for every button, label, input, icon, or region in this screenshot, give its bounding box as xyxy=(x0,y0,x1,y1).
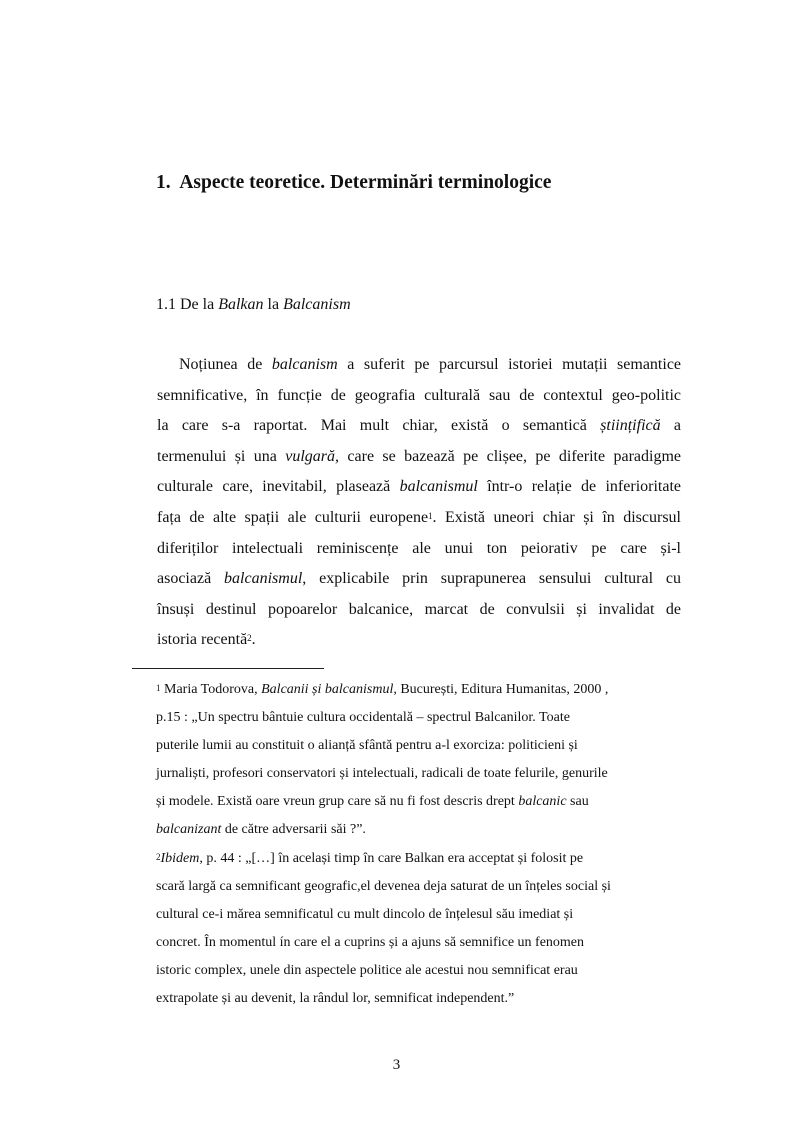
section-term-balkan: Balkan xyxy=(218,296,264,313)
section-number: 1.1 xyxy=(156,296,176,313)
chapter-number: 1. xyxy=(156,172,171,193)
chapter-title xyxy=(156,172,551,194)
paragraph-line: însuși destinul popoarelor balcanice, marcat de convulsii și invalidat de xyxy=(157,600,681,618)
footnote-line: și modele. Există oare vreun grup care să nu fi fost descris drept balcanic sau xyxy=(156,794,589,810)
section-title-text: la xyxy=(267,296,280,313)
footnote-line: istoric complex, unele din aspectele politice ale acestui nou semnificat erau xyxy=(156,962,578,978)
footnote-line: p.15 : „Un spectru bântuie cultura occidentală – spectrul Balcanilor. Toate xyxy=(156,710,570,726)
footnote-line: cultural ce-i mărea semnificatul cu mult dincolo de înțelesul său imediat și xyxy=(156,906,574,922)
footnote-line: jurnaliști, profesori conservatori și intelectuali, radicali de toate felurile, genurile xyxy=(156,766,608,782)
paragraph-line: termenului și una vulgară, care se bazează pe clișee, pe diferite paradigme xyxy=(157,447,682,465)
footnote-number: 1 xyxy=(156,683,161,693)
paragraph-line: la care s-a raportat. Mai mult chiar, există o semantică științifică a xyxy=(157,417,682,435)
paragraph-line: semnificative, în funcție de geografia culturală sau de contextul geo-politic xyxy=(157,386,681,404)
footnote-line: balcanizant de către adversarii săi ?”. xyxy=(156,822,366,838)
body-paragraph xyxy=(157,350,681,656)
footnote-2: $^2$Ibidem, p. 44 : „[…] în același timp în care Balkan era acceptat și folosit pe xyxy=(156,850,584,866)
paragraph-line: culturale care, inevitabil, plasează balcanismul într-o relație de inferioritate xyxy=(157,478,681,496)
paragraph-line: fața de alte spații ale culturii europene$^1$. Există uneori chiar și în discursul xyxy=(157,508,681,526)
paragraph-line: Noțiunea de balcanism a suferit pe parcursul istoriei mutații semantice xyxy=(179,356,682,373)
section-term-balcanism: Balcanism xyxy=(283,296,351,313)
footnote-separator xyxy=(132,668,324,669)
paragraph-line: asociază balcanismul, explicabile prin suprapunerea sensului cultural cu xyxy=(157,570,682,588)
page-number: 3 xyxy=(392,1057,401,1073)
section-title-text: De la xyxy=(180,296,215,313)
footnote-number: 2 xyxy=(156,851,161,862)
footnotes xyxy=(156,676,676,1013)
footnote-line: extrapolate și au devenit, la rândul lor, semnificat independent.” xyxy=(156,991,515,1007)
footnote-line: puterile lumii au constituit o alianță sfântă pentru a-l exorciza: politicieni și xyxy=(156,738,578,754)
footnote-line: scară largă ca semnificant geografic,el devenea deja saturat de un înțeles social și xyxy=(156,878,611,894)
chapter-title-text: Aspecte teoretice. Determinări terminologice xyxy=(179,172,552,193)
paragraph-line: diferiților intelectuali reminiscențe ale unui ton peiorativ pe care și-l xyxy=(157,539,681,557)
footnote-1: $^1$ Maria Todorova, Balcanii și balcanismul, București, Editura Humanitas, 2000 , xyxy=(156,682,609,697)
footnote-line: concret. În momentul ín care el a cuprins și a ajuns să semnifice un fenomen xyxy=(156,934,585,950)
footnote-ref-2: 2 xyxy=(247,633,252,644)
footnote-ref-1: 1 xyxy=(428,510,433,521)
paragraph-line: istoria recentă$^2$. xyxy=(157,631,256,649)
section-title xyxy=(156,296,351,314)
